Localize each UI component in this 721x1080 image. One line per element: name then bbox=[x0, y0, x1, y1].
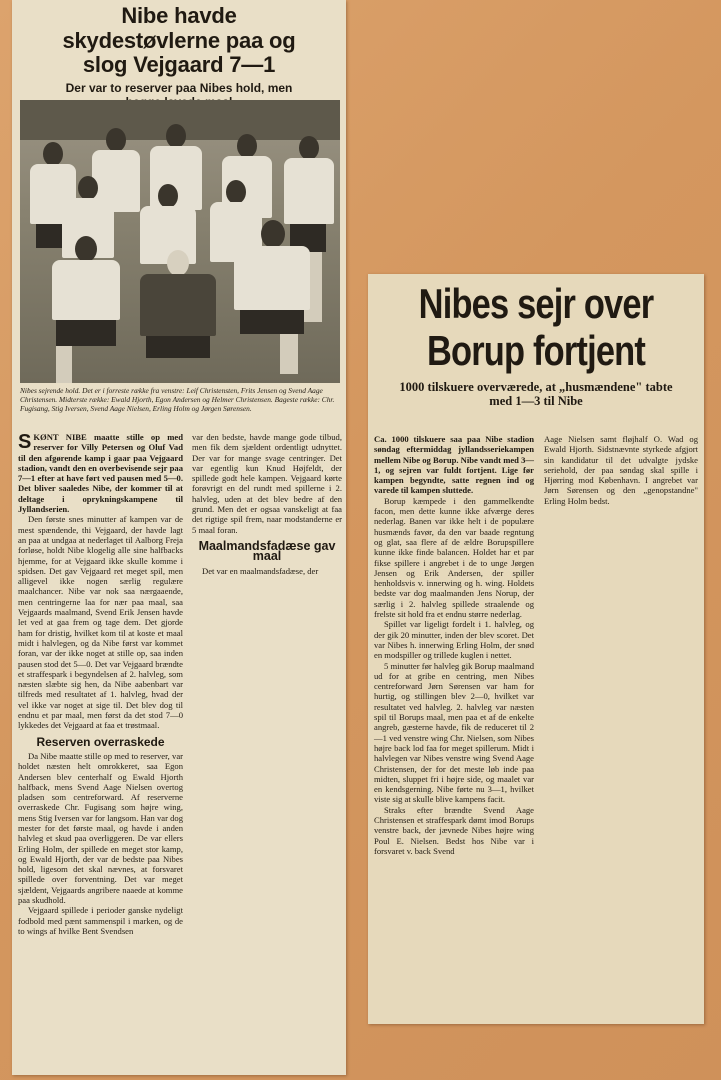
right-column-2 bbox=[544, 434, 698, 506]
right-lead: Ca. 1000 tilskuere saa paa Nibe stadion søndag eftermiddag jyllandsseriekampen mellem Nibe og Borup. Nibe vandt med 3—1, og sejren var fuldt fortjent. Lige før kampen begyndte, satte regnen ind og varede til kampen sluttede. bbox=[374, 434, 534, 496]
right-headline-line1: Nibes sejr over bbox=[418, 280, 654, 327]
photo-caption: Nibes sejrende hold. Det er i forreste række fra venstre: Leif Christensten, Frits Jensen og Svend Aage Christensen. Midterste række: Ewald Hjorth, Egon Andersen og Helmer Christensen. Bageste række: Chr. Fugisang, Stig Iversen, Svend Aage Nielsen, Erling Holm og Jørgen Sørensen. bbox=[20, 386, 335, 413]
left-subheadline: Der var to reserver paa Nibes hold, men bbox=[65, 80, 293, 95]
team-photo bbox=[20, 100, 340, 383]
player bbox=[232, 220, 312, 380]
right-paragraph: 5 minutter før halvleg gik Borup maalmand ud for at gribe en centring, men Nibes centreforward Jørn Sørensen var ham for hurtig, og stillingen blev 2—0, hvilket var resultatet ved halvleg. 2. halvleg var næsten spil til Borups maal, men paa et af de enkelte angreb, gæsterne havde, fik de reduceret til 2—1 ved venstre wing Chr. Nielsen, som Nibes højre back lod faa for meget spillerum. Midt i halvlegen var Nibes venstre wing Svend Aage Christensen, der for det meste løb inde paa midten, sluppet fri i højre side, og maalet var en kendsgerning. Nibe førte nu 3—1, hvilket viste sig at skulle blive kampens facit. bbox=[374, 660, 534, 805]
left-paragraph: Da Nibe maatte stille op med to reserver, var holdet næsten helt omrokkeret, saa Egon Andersen blev centerhalf og Ewald Hjorth halfback, mens Svend Aage Nielsen overtog pladsen som centreforward. Af reserverne overraskede Chr. Fugisang som højre wing, mens Stig Iversen var for langsom. Han var dog mester for det første maal, og havde i anden halvleg et skud paa overliggeren. De var ellers Erling Holm, der spillede en meget stor kamp, og Ewald Hjorth, der var de bedste paa Nibes hold, ligesom det skal nævnes, at forsvaret spillede over forventning. Det var meget sjældent, Vejgaards angribere naaede at komme paa skudhold. bbox=[18, 750, 183, 906]
left-paragraph: var den bedste, havde mange gode tilbud, men fik dem sjældent ordentligt udnyttet. Der var for mange svage centringer. Det var egentlig kun Knud Højfeldt, der spillede godt hele kampen. Vejgaard kørte forøvrigt en del rundt med spillerne i 2. halvleg, uden at det blev bedre af den grund. Men det er ogsaa vanskeligt at faa det rigtige spil frem, naar modstanderne er 5 maal foran. bbox=[192, 432, 342, 535]
right-paragraph: Spillet var ligeligt fordelt i 1. halvleg, og der gik 20 minutter, inden der blev scoret. Det var Nibes h. innerwing Erling Holm, der snød en modspiller og trillede kuglen i nettet. bbox=[374, 619, 534, 661]
left-clipping bbox=[12, 0, 346, 1075]
right-subheadline: 1000 tilskuere overværede, at „husmændene" tabte med 1—3 til Nibe bbox=[399, 380, 673, 409]
left-paragraph: Det var en maalmandsfadæse, der bbox=[202, 565, 319, 576]
left-lead: KØNT NIBE maatte stille op med reserver for Villy Petersen og Oluf Vad til den afgørende kamp i gaar paa Vejgaard stadion, vandt den en overbevisende sejr paa 7—1 efter at have ført ved pausen med 5—0. Det bliver saaledes Nibe, der kommer til at deltage i oprykningskampene til Jyllandserien. bbox=[18, 432, 183, 515]
section-heading-maalmand: Maalmandsfadæse gav maal bbox=[198, 538, 336, 564]
left-headline: Nibe havde skydestøvlerne paa og slog Vejgaard 7—1 bbox=[62, 3, 296, 78]
left-column-2 bbox=[192, 432, 342, 576]
right-column-1 bbox=[374, 434, 534, 856]
right-paragraph: Aage Nielsen samt fløjhalf O. Wad og Ewald Hjorth. Sidstnævnte styrkede afgjort sin kandidatur til det udvalgte jydske seriehold, der paa søndag skal spille i Hjørring mod København. I angrebet var Jørn Sørensen og den „genopstandne" Erling Holm bedst. bbox=[544, 434, 698, 506]
right-clipping bbox=[368, 274, 704, 1024]
section-heading-reserven: Reserven overraskede bbox=[36, 734, 165, 749]
right-paragraph: Borup kæmpede i den gammelkendte facon, men dette kunne ikke afværge deres nederlag. Banen var ikke helt i de populære husmænds favør, da den var baade regntung og glat, saa flere af de ældre Borupspillere kunne ikke finde balancen. Holdet har et par fikse spillere i angrebet i de to unge Jørgen Jensen og Erik Andersen, der spiller henholdsvis v. innerwing og h. wing. Holdets bedste var dog maalmanden Jens Norup, der særlig i 2. halvleg spillede straalende og frelste sit hold fra et endnu større nederlag. bbox=[374, 495, 534, 620]
left-column-1 bbox=[18, 432, 183, 936]
player bbox=[138, 250, 218, 383]
dropcap: S bbox=[18, 431, 32, 453]
right-headline-line2: Borup fortjent bbox=[426, 327, 646, 375]
left-paragraph: Den første snes minutter af kampen var de mest spændende, thi Vejgaard, der havde lagt an paa at undgaa at nederlaget til Aalborg Freja forløse, holdt Nibe klogelig alle sine halfbacks hjemme, for at Vejgaard ikke skulle komme i spidsen. Det gav Vejgaard ret meget spil, men alligevel ikke nogen særlig regulære maalchancer. Nibe var nok saa nærgaaende, men centringerne laa for nær paa maal, saa Vejgaards maalmand, Svend Erik Jensen havde let ved at gaa frem og tage dem. Det gjorde ham for dristig, hvilket kom til at koste et maal midt i halvlegen, og da Nibe først var kommet foran, var der ikke noget at stille op, saa inden pausen stod det 5—0. Det var Vejgaard brændte et straffespark i begyndelsen af 2. halvleg, som næsten slæbte sig hen, da Nibe aabenbart var tilfreds med resultatet af 1. halvleg, hvad der vel ikke var noget at sige til. Det blev dog til endnu et par maal, men først da det stod 7—0 lykkedes det Vejgaard at faa et trøstmaal. bbox=[18, 514, 183, 731]
left-paragraph: Vejgaard spillede i perioder ganske nydeligt fodbold med pænt sammenspil i marken, og de to wings af hvilke Bent Svendsen bbox=[18, 905, 183, 936]
right-paragraph: Straks efter brændte Svend Aage Christensen et straffespark dømt imod Borups venstre back, der jævnede Nibes højre wing Poul E. Nielsen. Bedst hos Nibe var i forsvaret v. back Svend bbox=[374, 804, 534, 856]
player bbox=[50, 236, 122, 383]
